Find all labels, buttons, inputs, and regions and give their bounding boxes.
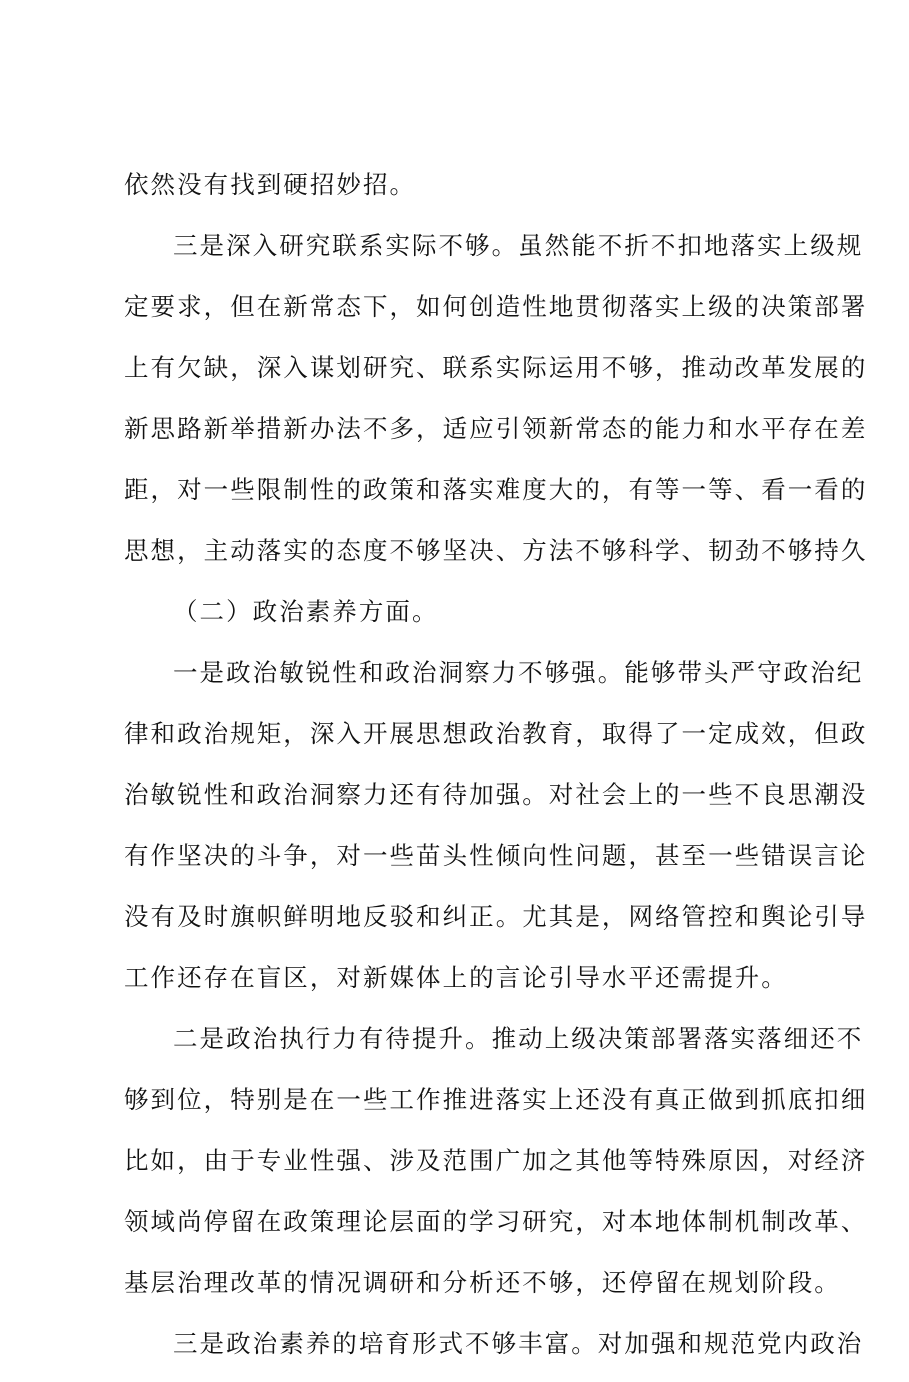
text-line: 够到位，特别是在一些工作推进落实上还没有真正做到抓底扣细 — [124, 1085, 868, 1114]
text-line: 领域尚停留在政策理论层面的学习研究，对本地体制机制改革、 — [124, 1207, 868, 1236]
section-heading: （二）政治素养方面。 — [173, 597, 439, 626]
paragraph-start-line: 一是政治敏锐性和政治洞察力不够强。能够带头严守政治纪 — [173, 658, 864, 687]
text-line: 上有欠缺，深入谋划研究、联系实际运用不够，推动改革发展的 — [124, 353, 868, 382]
text-line: 基层治理改革的情况调研和分析还不够，还停留在规划阶段。 — [124, 1268, 841, 1297]
text-line: 工作还存在盲区，对新媒体上的言论引导水平还需提升。 — [124, 963, 788, 992]
paragraph-start-line: 二是政治执行力有待提升。推动上级决策部署落实落细还不 — [173, 1024, 864, 1053]
text-line: 有作坚决的斗争，对一些苗头性倾向性问题，甚至一些错误言论 — [124, 841, 868, 870]
paragraph-start-line: 三是深入研究联系实际不够。虽然能不折不扣地落实上级规 — [173, 231, 864, 260]
text-line: 依然没有找到硬招妙招。 — [124, 170, 417, 199]
text-line: 思想，主动落实的态度不够坚决、方法不够科学、韧劲不够持久 — [124, 536, 868, 565]
text-line: 律和政治规矩，深入开展思想政治教育，取得了一定成效，但政 — [124, 719, 868, 748]
text-line: 没有及时旗帜鲜明地反驳和纠正。尤其是，网络管控和舆论引导 — [124, 902, 868, 931]
text-line: 新思路新举措新办法不多，适应引领新常态的能力和水平存在差 — [124, 414, 868, 443]
text-line: 距，对一些限制性的政策和落实难度大的，有等一等、看一看的 — [124, 475, 868, 504]
text-line: 定要求，但在新常态下，如何创造性地贯彻落实上级的决策部署 — [124, 292, 868, 321]
document-body — [124, 162, 868, 1382]
paragraph-start-line: 三是政治素养的培育形式不够丰富。对加强和规范党内政治 — [173, 1329, 864, 1358]
text-line: 治敏锐性和政治洞察力还有待加强。对社会上的一些不良思潮没 — [124, 780, 868, 809]
text-line: 比如，由于专业性强、涉及范围广加之其他等特殊原因，对经济 — [124, 1146, 868, 1175]
